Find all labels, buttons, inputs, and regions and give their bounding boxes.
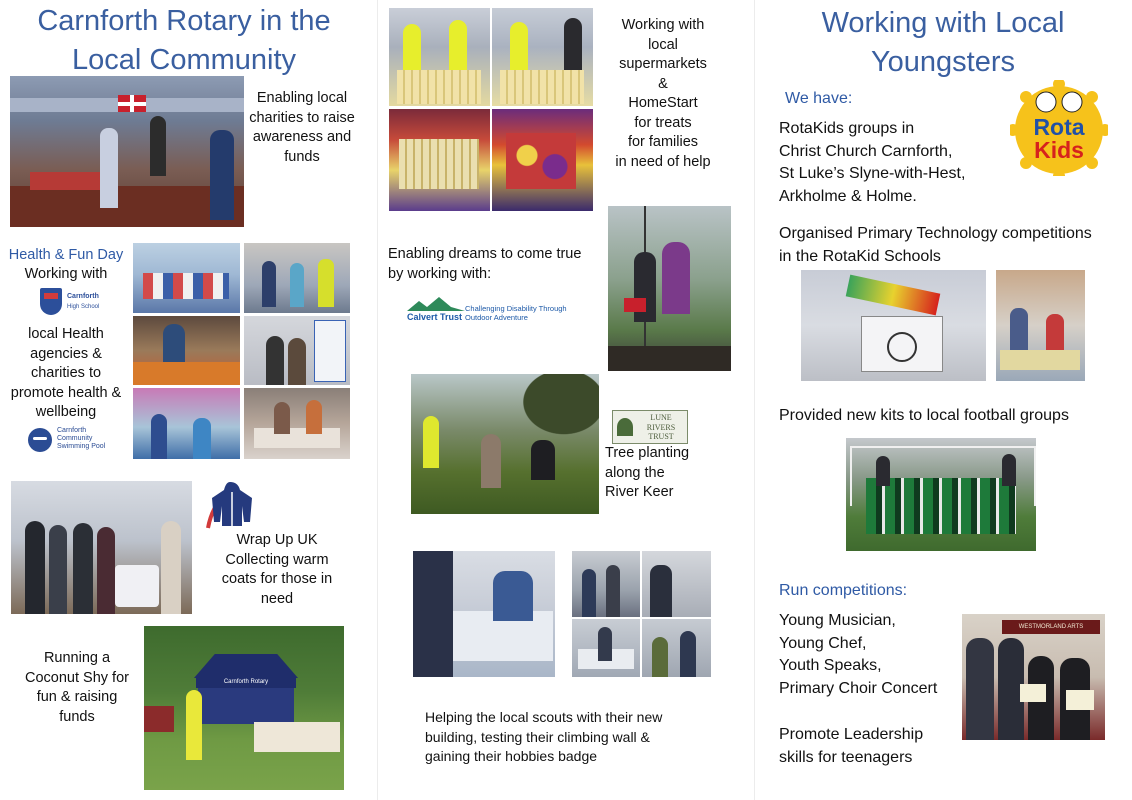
rotakids-logo: Rota Kids [1010, 80, 1108, 176]
supermarket-photo-1 [389, 8, 490, 106]
football-kits-text: Provided new kits to local football groups [779, 407, 1069, 424]
awards-photo: WESTMORLAND ARTS [962, 614, 1105, 740]
tree-planting-photo [411, 374, 599, 514]
dreams-caption: Enabling dreams to come true by working with: [388, 246, 582, 282]
scouts-photo-3 [642, 551, 711, 617]
lune-rivers-trust-logo: LUNE RIVERS TRUST [612, 410, 688, 444]
rotakids-text: RotaKids groups in Christ Church Carnforth, St Luke’s Slyne-with-Hest, Arkholme & Holme. [779, 120, 966, 205]
supermarkets-caption: Working with local supermarkets & HomeStart for treats for families in need of help [615, 17, 711, 170]
column-divider [377, 0, 378, 800]
health-photo-5 [133, 388, 240, 459]
supermarket-photo-3 [389, 109, 490, 211]
scouts-caption: Helping the local scouts with their new building, testing their climbing wall & gaining their hobbies badge [425, 709, 663, 764]
climbing-photo [608, 206, 731, 371]
calvert-trust-logo: Calvert Trust Challenging Disability Through Outdoor Adventure [403, 297, 569, 329]
leadership-text: Promote Leadership skills for teenagers [779, 726, 924, 766]
wrapup-coat-icon [204, 478, 256, 536]
football-team-photo [846, 438, 1036, 551]
carnforth-high-school-logo: Carnforth High School [40, 287, 130, 317]
wrapup-group-photo [11, 481, 192, 614]
charity-hall-photo [10, 76, 244, 227]
charities-caption: Enabling local charities to raise awareness and funds [249, 90, 355, 165]
column-divider [754, 0, 755, 800]
scouts-photo-main [413, 551, 555, 677]
health-working-with: Working with [24, 266, 108, 282]
health-heading: Health & Fun Day [8, 247, 124, 263]
tech-competition-photo [801, 270, 986, 381]
health-photo-1 [133, 243, 240, 313]
tree-caption: Tree planting along the River Keer [605, 445, 690, 500]
health-photo-2 [244, 243, 350, 313]
we-have-heading: We have: [785, 90, 853, 107]
competitions-list: Young Musician, Young Chef, Youth Speaks, Primary Choir Concert [779, 612, 938, 697]
health-caption: local Health agencies & charities to promote health & wellbeing [10, 326, 122, 420]
classroom-photo [996, 270, 1085, 381]
left-title: Carnforth Rotary in the Local Community [37, 5, 331, 76]
supermarket-photo-4 [492, 109, 593, 211]
swimming-pool-logo: Carnforth Community Swimming Pool [28, 426, 128, 456]
scouts-photo-4 [572, 619, 640, 677]
scouts-photo-2 [572, 551, 640, 617]
health-photo-6 [244, 388, 350, 459]
run-competitions-heading: Run competitions: [779, 582, 908, 599]
tech-competitions-text: Organised Primary Technology competitions in the RotaKid Schools [779, 225, 1092, 265]
supermarket-photo-2 [492, 8, 593, 106]
wrapup-caption: Wrap Up UK Collecting warm coats for those in need [221, 532, 333, 607]
coconut-shy-photo: Carnforth Rotary [144, 626, 344, 790]
right-title: Working with Local Youngsters [821, 7, 1065, 78]
scouts-photo-5 [642, 619, 711, 677]
health-photo-4 [244, 316, 350, 385]
coconut-caption: Running a Coconut Shy for fun & raising funds [25, 650, 129, 725]
health-photo-3 [133, 316, 240, 385]
